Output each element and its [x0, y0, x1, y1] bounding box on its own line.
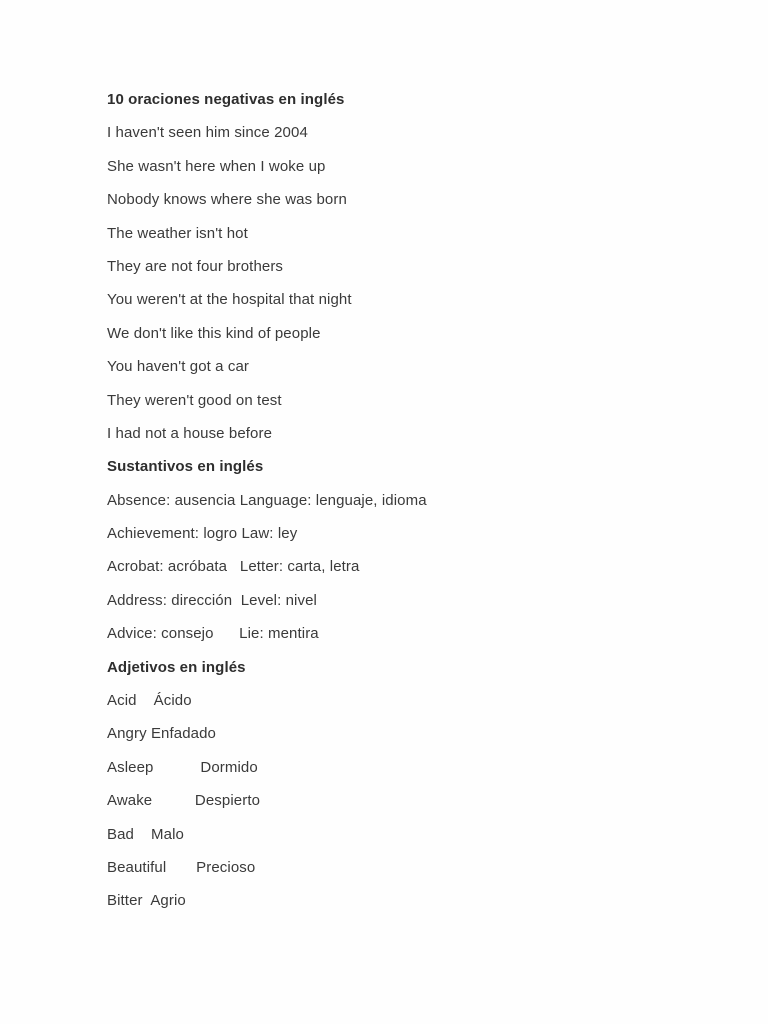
section-heading-adjetivos: Adjetivos en inglés: [107, 658, 246, 676]
document-line: Advice: consejo Lie: mentira: [107, 625, 319, 643]
document-line: Beautiful Precioso: [107, 858, 256, 876]
document-line: They are not four brothers: [107, 257, 284, 275]
document-line: Awake Despierto: [107, 792, 261, 810]
document-line: Absence: ausencia Language: lenguaje, idioma: [107, 491, 427, 509]
document-line: Acid Ácido: [107, 692, 192, 710]
document-line: I had not a house before: [107, 424, 273, 442]
document-line: Acrobat: acróbata Letter: carta, letra: [107, 558, 360, 576]
document-line: You haven't got a car: [107, 358, 250, 376]
section-heading-sustantivos: Sustantivos en inglés: [107, 458, 264, 476]
document-line: I haven't seen him since 2004: [107, 124, 308, 142]
document-line: They weren't good on test: [107, 391, 282, 409]
document-line: You weren't at the hospital that night: [107, 291, 352, 309]
document-line: Achievement: logro Law: ley: [107, 525, 298, 543]
section-heading-oraciones-negativas: 10 oraciones negativas en inglés: [107, 91, 345, 108]
document-line: Asleep Dormido: [107, 758, 258, 776]
document-line: The weather isn't hot: [107, 224, 248, 242]
document-line: Angry Enfadado: [107, 725, 216, 743]
document-line: Nobody knows where she was born: [107, 191, 347, 209]
document-line: We don't like this kind of people: [107, 324, 321, 342]
document-content: [107, 83, 728, 918]
document-line: She wasn't here when I woke up: [107, 157, 326, 175]
document-line: Bitter Agrio: [107, 892, 186, 910]
document-line: Address: dirección Level: nivel: [107, 591, 317, 609]
document-line: Bad Malo: [107, 825, 184, 843]
